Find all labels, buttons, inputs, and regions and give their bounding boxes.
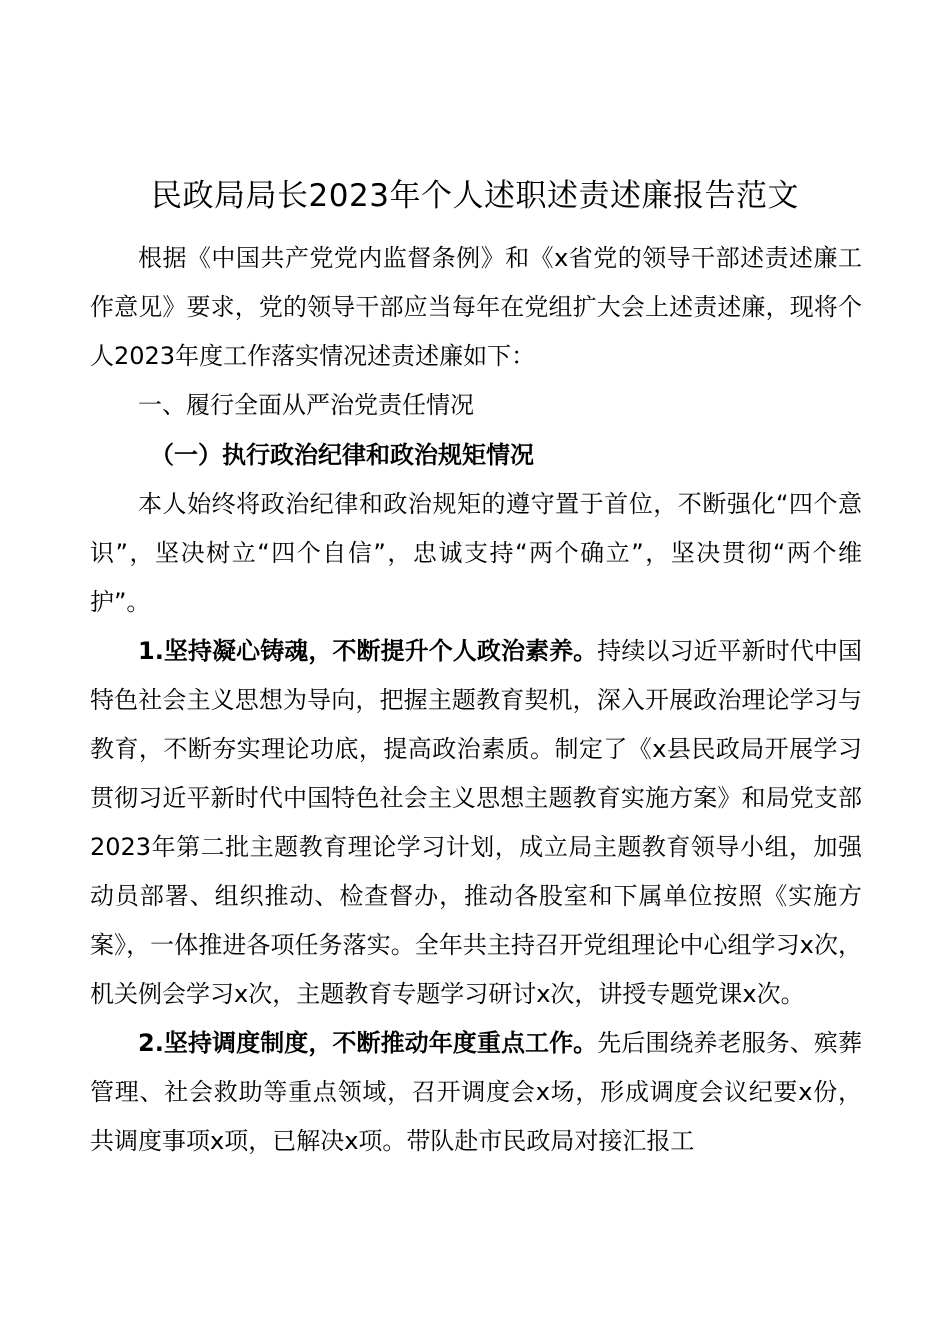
item-2-lead: 2.坚持调度制度，不断推动年度重点工作。	[138, 1029, 598, 1057]
item-2-text: 先后围绕养老服务、殡葬管理、社会救助等重点领域，召开调度会x场，形成调度会议纪要x份，共调度事项x项，已解决x项。带队赴市民政局对接汇报工	[90, 1029, 862, 1155]
document-body	[90, 234, 862, 1166]
item-paragraph-2	[90, 1019, 862, 1166]
subsection-paragraph: 本人始终将政治纪律和政治规矩的遵守置于首位，不断强化“四个意识”，坚决树立“四个自信”，忠诚支持“两个确立”，坚决贯彻“两个维护”。	[90, 490, 862, 616]
section-heading: 一、履行全面从严治党责任情况	[138, 391, 474, 419]
item-1-lead: 1.坚持凝心铸魂，不断提升个人政治素养。	[138, 637, 598, 665]
subsection-heading: （一）执行政治纪律和政治规矩情况	[150, 441, 534, 469]
item-1-text: 持续以习近平新时代中国特色社会主义思想为导向，把握主题教育契机，深入开展政治理论学习与教育，不断夯实理论功底，提高政治素质。制定了《x县民政局开展学习贯彻习近平新时代中国特色社会主义思想主题教育实施方案》和局党支部2023年第二批主题教育理论学习计划，成立局主题教育领导小组，加强动员部署、组织推动、检查督办，推动各股室和下属单位按照《实施方案》，一体推进各项任务落实。全年共主持召开党组理论中心组学习x次，机关例会学习x次，主题教育专题学习研讨x次，讲授专题党课x次。	[90, 637, 862, 1008]
item-paragraph-1	[90, 627, 862, 1019]
document-title: 民政局局长2023年个人述职述责述廉报告范文	[151, 178, 799, 214]
intro-paragraph: 根据《中国共产党党内监督条例》和《x省党的领导干部述责述廉工作意见》要求，党的领导干部应当每年在党组扩大会上述责述廉，现将个人2023年度工作落实情况述责述廉如下：	[90, 244, 862, 370]
